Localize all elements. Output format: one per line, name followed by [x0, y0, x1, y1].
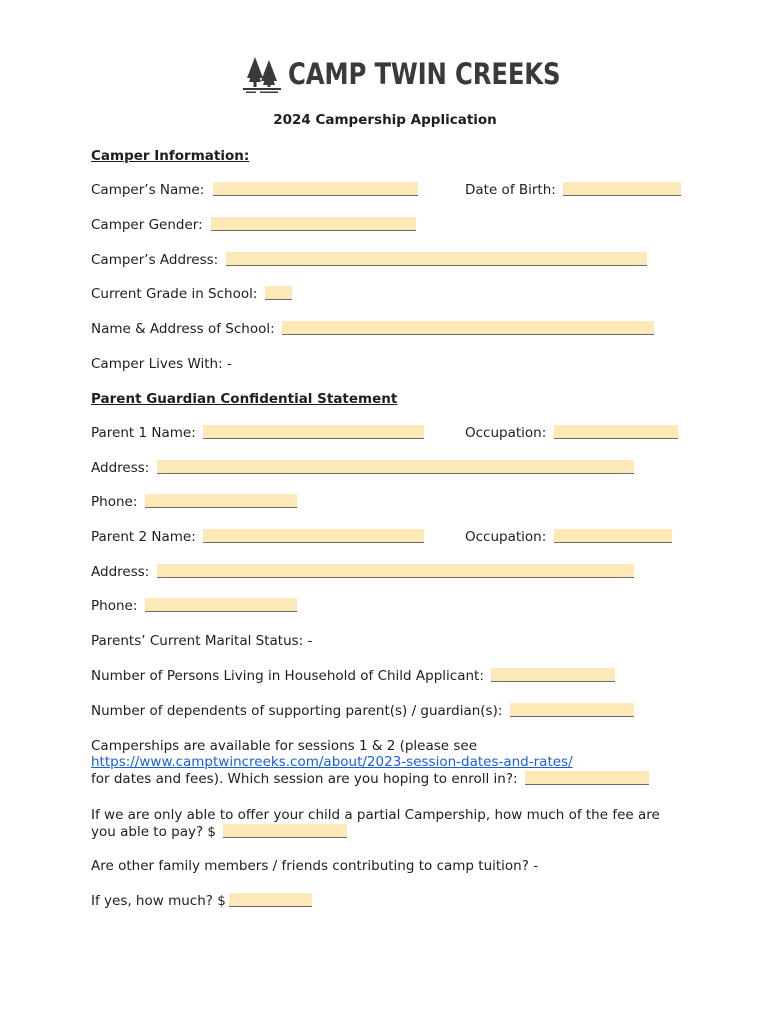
lives-with-label: Camper Lives With: [91, 356, 223, 372]
household-label: Number of Persons Living in Household of Child Applicant: [91, 668, 484, 684]
how-much-label: If yes, how much? $ [91, 893, 226, 909]
camper-gender-field[interactable] [211, 217, 416, 231]
dependents-row [91, 702, 634, 720]
parent2-address-row [91, 563, 634, 581]
camper-gender-row [91, 216, 416, 234]
parent1-phone-label: Phone: [91, 494, 138, 510]
parent2-occupation-field[interactable] [554, 529, 672, 543]
session-choice-label: for dates and fees). Which session are you hoping to enroll in?: [91, 771, 518, 787]
logo-wordmark: CAMP TWIN CREEKS [288, 57, 561, 91]
parent2-address-field[interactable] [157, 564, 634, 578]
parent1-occupation-row [465, 424, 678, 442]
family-contrib-value[interactable]: - [533, 858, 539, 874]
marital-value[interactable]: - [307, 633, 313, 649]
session-choice-row [91, 770, 649, 788]
parent1-address-field[interactable] [157, 460, 634, 474]
parent1-occupation-field[interactable] [554, 425, 678, 439]
parent2-occupation-label: Occupation: [465, 529, 547, 545]
parent1-phone-row [91, 493, 297, 511]
school-label: Name & Address of School: [91, 321, 275, 337]
camper-name-row [91, 181, 418, 199]
grade-label: Current Grade in School: [91, 286, 258, 302]
parent-section-heading: Parent Guardian Confidential Statement [91, 391, 398, 407]
parent1-name-row [91, 424, 424, 442]
parent1-address-row [91, 459, 634, 477]
camper-name-field[interactable] [213, 182, 418, 196]
pine-trees-icon [242, 54, 282, 94]
camp-logo [242, 54, 561, 94]
partial-pay-row [91, 823, 347, 841]
parent1-occupation-label: Occupation: [465, 425, 547, 441]
partial-text: If we are only able to offer your child a partial Campership, how much of the fee are [91, 807, 660, 823]
parent2-name-label: Parent 2 Name: [91, 529, 196, 545]
how-much-field[interactable] [229, 893, 312, 907]
parent1-name-label: Parent 1 Name: [91, 425, 196, 441]
marital-label: Parents’ Current Marital Status: [91, 633, 304, 649]
grade-field[interactable] [265, 286, 292, 300]
camper-address-label: Camper’s Address: [91, 252, 219, 268]
parent1-name-field[interactable] [203, 425, 424, 439]
dob-field[interactable] [563, 182, 681, 196]
dependents-label: Number of dependents of supporting parent(s) / guardian(s): [91, 703, 503, 719]
camper-info-heading: Camper Information: [91, 148, 250, 164]
sessions-text: Camperships are available for sessions 1 & 2 (please see [91, 738, 478, 754]
sessions-row-link [91, 753, 573, 771]
dob-label: Date of Birth: [465, 182, 556, 198]
camper-name-label: Camper’s Name: [91, 182, 205, 198]
partial-pay-label: you able to pay? $ [91, 824, 217, 840]
lives-with-row [91, 355, 232, 373]
school-row [91, 320, 654, 338]
page-title: 2024 Campership Application [273, 112, 497, 128]
parent2-occupation-row [465, 528, 672, 546]
household-row [91, 667, 615, 685]
parent1-phone-field[interactable] [145, 494, 297, 508]
family-contrib-label: Are other family members / friends contributing to camp tuition? [91, 858, 529, 874]
school-field[interactable] [282, 321, 654, 335]
camper-address-row [91, 251, 647, 269]
parent2-name-field[interactable] [203, 529, 424, 543]
how-much-row [91, 892, 312, 910]
dob-row [465, 181, 681, 199]
camper-address-field[interactable] [226, 252, 647, 266]
parent2-phone-field[interactable] [145, 598, 297, 612]
parent2-address-label: Address: [91, 564, 150, 580]
dependents-field[interactable] [510, 703, 634, 717]
parent2-phone-label: Phone: [91, 598, 138, 614]
sessions-link[interactable]: https://www.camptwincreeks.com/about/2023-session-dates-and-rates/ [91, 754, 573, 770]
session-choice-field[interactable] [525, 771, 649, 785]
parent2-name-row [91, 528, 424, 546]
camper-gender-label: Camper Gender: [91, 217, 203, 233]
lives-with-value[interactable]: - [226, 356, 232, 372]
partial-pay-field[interactable] [223, 824, 347, 838]
marital-row [91, 632, 312, 650]
grade-row [91, 285, 292, 303]
parent1-address-label: Address: [91, 460, 150, 476]
family-contrib-row [91, 857, 538, 875]
household-field[interactable] [491, 668, 615, 682]
parent2-phone-row [91, 597, 297, 615]
